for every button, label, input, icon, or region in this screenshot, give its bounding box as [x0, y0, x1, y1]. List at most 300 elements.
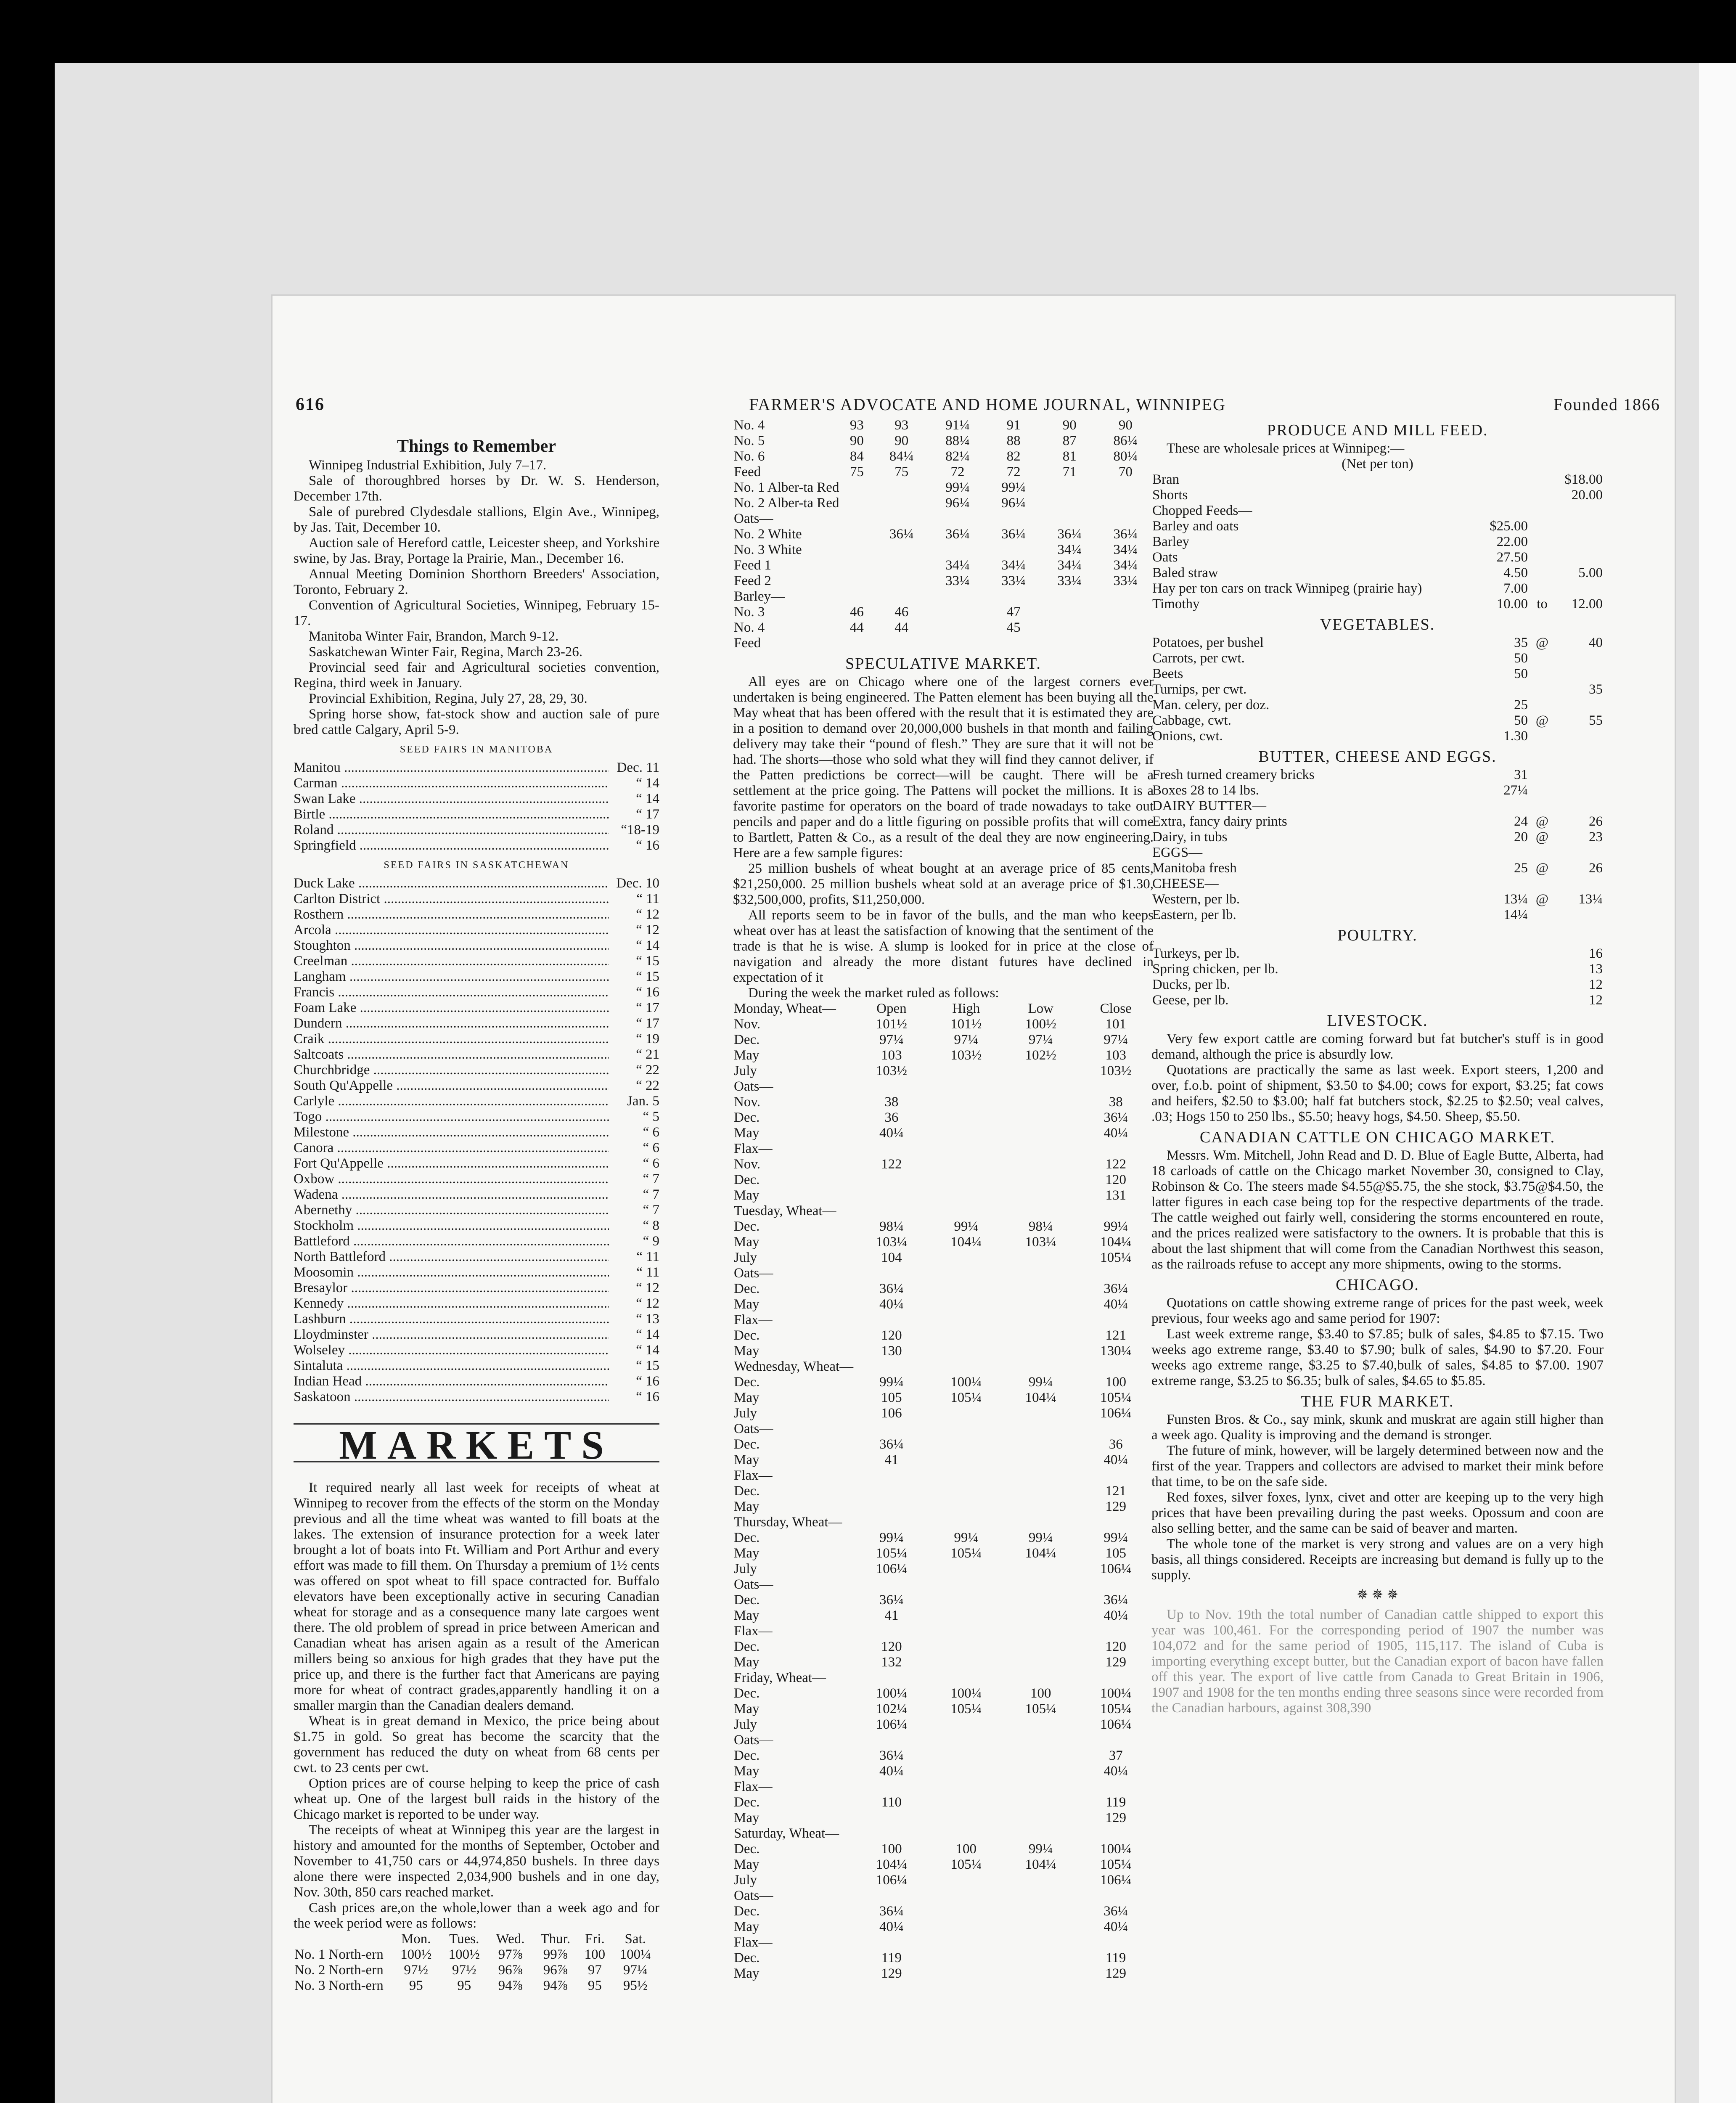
option-row [733, 1172, 1154, 1188]
price-cell: 100 [1105, 1375, 1126, 1390]
fair-date: “ 12 [636, 1280, 659, 1295]
price-cell [929, 1281, 1003, 1297]
row-label: Baled straw [1152, 565, 1218, 580]
option-row [733, 1826, 1154, 1841]
price-cell: 46 [849, 604, 864, 620]
option-row [733, 1764, 1154, 1779]
row-label: Oats— [734, 1079, 773, 1094]
price-cell: 90 [849, 433, 864, 448]
column-header: Sat. [625, 1931, 646, 1947]
option-row [733, 1063, 1154, 1079]
price-cell [1003, 1188, 1078, 1203]
option-row [733, 1141, 1154, 1157]
price-cell: 120 [1105, 1639, 1126, 1654]
price-cell [1003, 1172, 1078, 1188]
grade-row [733, 480, 1154, 495]
price-cell: 71 [1062, 464, 1077, 479]
option-row [733, 1888, 1154, 1904]
fair-place: Saltcoats ..... [294, 1047, 609, 1062]
fair-place: Togo ..... [294, 1109, 609, 1125]
price-cell [1556, 798, 1604, 814]
price-cell: 36¼ [889, 527, 914, 542]
option-row [733, 1624, 1154, 1639]
option-row [733, 1328, 1154, 1343]
grade-row [733, 604, 1154, 620]
price-cell: 93 [849, 418, 864, 433]
price-cell: 34¼ [1001, 558, 1026, 573]
fair-date: “ 17 [636, 1000, 659, 1015]
option-row [733, 1608, 1154, 1624]
price-cell [1556, 876, 1604, 892]
option-row [733, 1841, 1154, 1857]
price-cell [854, 1935, 929, 1950]
price-cell: 86¼ [1113, 433, 1138, 448]
seed-fair-row [294, 1062, 659, 1078]
price-cell: 105¼ [950, 1857, 982, 1872]
cash-row [294, 1978, 659, 1994]
price-cell [929, 1172, 1003, 1188]
fair-date: “ 16 [636, 1374, 659, 1389]
grade-row [733, 573, 1154, 589]
price-cell: 75 [849, 464, 864, 479]
seed-fair-row [294, 1343, 659, 1358]
price-cell: 82¼ [945, 449, 970, 464]
fair-place: Wadena ..... [294, 1187, 609, 1202]
price-cell: @ [1535, 713, 1549, 728]
price-cell [1529, 519, 1556, 534]
option-row [733, 1561, 1154, 1577]
column-header: Thur. [540, 1931, 570, 1947]
price-cell: 20.00 [1571, 487, 1603, 503]
fair-place: Kennedy ..... [294, 1296, 609, 1311]
price-cell: 26 [1589, 861, 1603, 876]
price-cell [929, 1094, 1003, 1110]
price-cell [1003, 1468, 1078, 1483]
price-cell [873, 589, 929, 604]
option-row [733, 1406, 1154, 1421]
row-label: Carrots, per cwt. [1152, 651, 1245, 666]
row-label: No. 2 North-ern [294, 1963, 384, 1978]
price-cell [1042, 620, 1098, 636]
option-row [733, 1017, 1154, 1032]
price-cell [929, 1904, 1003, 1919]
price-cell [929, 1266, 1003, 1281]
price-cell [873, 511, 929, 527]
price-cell [1529, 876, 1556, 892]
price-cell [1003, 1250, 1078, 1266]
cash-row [294, 1947, 659, 1963]
price-cell: 102½ [1025, 1048, 1056, 1063]
price-cell: 12 [1589, 993, 1603, 1008]
price-cell [1556, 845, 1604, 861]
option-row [733, 1795, 1154, 1810]
price-cell: 131 [1105, 1188, 1126, 1203]
price-cell: 27.50 [1496, 550, 1528, 565]
fur-title: THE FUR MARKET. [1301, 1393, 1454, 1410]
fair-date: “ 5 [643, 1109, 659, 1124]
price-cell: 75 [894, 464, 909, 479]
fair-place: Indian Head ..... [294, 1374, 609, 1389]
option-row [733, 1094, 1154, 1110]
option-row [733, 1126, 1154, 1141]
price-cell: 100¼ [1100, 1686, 1132, 1701]
price-cell [929, 1452, 1003, 1468]
price-cell [1003, 1873, 1078, 1888]
produce-row [1151, 503, 1604, 519]
row-label: Feed [734, 636, 761, 651]
price-cell: 36¼ [1104, 1110, 1128, 1125]
livestock-paragraph: Very few export cattle are coming forward but fat butcher's stuff is in good demand, although the price is absurdly low. [1151, 1031, 1604, 1062]
option-row [733, 1421, 1154, 1437]
price-cell: 97¼ [623, 1963, 648, 1978]
seed-fair-row [294, 760, 659, 776]
fair-place: Manitou ..... [294, 760, 609, 776]
fair-place: Francis ..... [294, 985, 609, 1000]
fair-date: “ 16 [636, 985, 659, 1000]
option-row [733, 1873, 1154, 1888]
price-cell [1078, 1312, 1154, 1328]
seed-fair-row [294, 1218, 659, 1234]
row-label: Dec. [734, 1748, 760, 1763]
row-label: Turnips, per cwt. [1152, 682, 1247, 697]
fair-place: Churchbridge ..... [294, 1062, 609, 1078]
price-cell: 36¼ [879, 1281, 904, 1296]
row-label: No. 2 White [734, 527, 802, 542]
option-row [733, 1670, 1154, 1686]
row-label: Onions, cwt. [1152, 728, 1223, 744]
price-cell [986, 636, 1042, 651]
row-label: Nov. [734, 1094, 760, 1110]
butter-row [1151, 892, 1604, 907]
row-label: DAIRY BUTTER— [1152, 798, 1267, 813]
seed-fair-row [294, 1000, 659, 1016]
price-cell [1003, 1764, 1078, 1779]
weekly-options-table [733, 1001, 1154, 1981]
grade-prices-table [733, 418, 1154, 651]
seed-fair-row [294, 1031, 659, 1047]
price-cell: @ [1535, 829, 1549, 845]
price-cell: 36 [884, 1110, 899, 1125]
price-cell: 120 [881, 1639, 902, 1654]
price-cell: 45 [1006, 620, 1021, 635]
price-cell: 100 [584, 1947, 606, 1962]
price-cell [854, 1810, 929, 1826]
option-row [733, 1048, 1154, 1063]
option-row [733, 1857, 1154, 1873]
markets-paragraph: It required nearly all last week for receipts of wheat at Winnipeg to recover from the effects of the storm on the Monday previous and all the time wheat was wanted to fill boats at the lakes. The extension of insurance protection for a week later brought a lot of boats into Ft. William and Port Arthur and every effort was made to fill them. On Thursday a premium of 1½ cents was offered on spot wheat to fill space contracted for. Buffalo elevators have been exceptionally active in securing Canadian wheat for storage and as a consequence many late cargoes went there. The old problem of spread in price between American and Canadian wheat has arisen again as a result of the American millers being so anxious for high grades that they have put the price up, and there is the further fact that Americans are paying more for wheat of contract grades,apparently handling it on a smaller margin than the Canadian dealers demand. [294, 1480, 659, 1713]
row-label: Barley and oats [1152, 519, 1239, 534]
cash-prices-table [294, 1931, 659, 1994]
grade-row [733, 418, 1154, 433]
seed-fair-row [294, 1265, 659, 1280]
row-label: Chopped Feeds— [1152, 503, 1252, 518]
price-cell: 37 [1109, 1748, 1123, 1763]
price-cell [1078, 1888, 1154, 1904]
fair-place: Moosomin ..... [294, 1265, 609, 1280]
price-cell [1556, 767, 1604, 783]
price-cell: 20 [1514, 829, 1528, 845]
price-cell [929, 1359, 1003, 1375]
price-cell [1003, 1203, 1078, 1219]
price-cell [929, 1515, 1003, 1530]
page-header [273, 395, 1660, 420]
column-middle [733, 418, 1154, 1981]
price-cell [929, 1608, 1003, 1624]
price-cell [1529, 767, 1556, 783]
price-cell: 95 [457, 1978, 471, 1993]
price-cell: 98¼ [1028, 1219, 1053, 1234]
fair-place: Stockholm ..... [294, 1218, 609, 1234]
option-row [733, 1079, 1154, 1094]
price-cell: 40¼ [1104, 1764, 1128, 1779]
row-label: Flax— [734, 1141, 773, 1156]
option-row [733, 1483, 1154, 1499]
price-cell [929, 1919, 1003, 1935]
price-cell: 50 [1514, 651, 1528, 666]
price-cell: 47 [1006, 604, 1021, 620]
price-cell [854, 1421, 929, 1437]
price-cell [929, 1592, 1003, 1608]
row-label: Extra, fancy dairy prints [1152, 814, 1287, 829]
row-label: May [734, 1126, 760, 1141]
price-cell: 96¼ [1001, 495, 1026, 511]
price-cell: $18.00 [1564, 472, 1603, 487]
fair-date: “ 7 [643, 1187, 659, 1202]
row-label: Manitoba fresh [1152, 861, 1237, 876]
price-cell: 104¼ [1100, 1234, 1132, 1250]
chicago-text [1151, 1295, 1604, 1389]
price-cell: 34¼ [1057, 542, 1082, 557]
price-cell: 102¼ [876, 1701, 907, 1716]
price-cell [1078, 1141, 1154, 1157]
price-cell [1003, 1624, 1078, 1639]
price-cell [854, 1732, 929, 1748]
price-cell [854, 1670, 929, 1686]
price-cell: 100½ [1025, 1017, 1056, 1032]
fair-date: “ 9 [643, 1234, 659, 1249]
price-cell [1556, 697, 1604, 713]
row-label: Dec. [734, 1904, 760, 1919]
price-cell: 97¼ [1104, 1032, 1128, 1047]
event-item: Provincial seed fair and Agricultural societies convention, Regina, third week in January. [294, 660, 659, 691]
fair-date: “ 7 [643, 1171, 659, 1187]
price-cell: 122 [881, 1157, 902, 1172]
price-cell: 99⅞ [543, 1947, 568, 1962]
price-cell [1529, 993, 1556, 1008]
row-label: Feed [734, 464, 761, 479]
price-cell: 35 [1514, 635, 1528, 650]
price-cell [1078, 1935, 1154, 1950]
price-cell [929, 1343, 1003, 1359]
option-row [733, 1375, 1154, 1390]
price-cell [854, 1141, 929, 1157]
price-cell [840, 480, 873, 495]
row-label: Oats— [734, 1888, 773, 1903]
price-cell [1003, 1950, 1078, 1966]
price-cell [1098, 589, 1154, 604]
butter-title: BUTTER, CHEESE AND EGGS. [1258, 748, 1497, 765]
fair-date: “ 6 [643, 1156, 659, 1171]
price-cell [1477, 845, 1529, 861]
price-cell: 99¼ [1028, 1375, 1053, 1390]
seed-fair-row [294, 1109, 659, 1125]
price-cell: 129 [1105, 1810, 1126, 1825]
price-cell [1003, 1126, 1078, 1141]
row-label: Dec. [734, 1686, 760, 1701]
row-label: Nov. [734, 1157, 760, 1172]
butter-row [1151, 876, 1604, 892]
price-cell: 34¼ [1057, 558, 1082, 573]
row-label: Geese, per lb. [1152, 993, 1229, 1008]
price-cell [1477, 798, 1529, 814]
row-label: Eastern, per lb. [1152, 907, 1236, 922]
price-cell: 70 [1118, 464, 1133, 479]
seed-fair-row [294, 1156, 659, 1171]
seed-fair-row [294, 1296, 659, 1311]
markets-paragraph: Option prices are of course helping to keep the price of cash wheat up. One of the largest bull raids in the history of the Chicago market is reported to be under way. [294, 1776, 659, 1822]
price-cell: 100½ [448, 1947, 480, 1962]
row-label: Man. celery, per doz. [1152, 697, 1270, 712]
option-row [733, 1234, 1154, 1250]
price-cell: 7.00 [1503, 581, 1528, 596]
price-cell: 119 [1106, 1795, 1126, 1810]
price-cell: 36¼ [1057, 527, 1082, 542]
fair-place: Oxbow ..... [294, 1171, 609, 1187]
price-cell: 103 [1105, 1048, 1126, 1063]
price-cell [1529, 565, 1556, 581]
price-cell: 16 [1589, 946, 1603, 961]
fair-place: North Battleford ..... [294, 1249, 609, 1265]
fair-date: “ 22 [636, 1078, 659, 1093]
price-cell [1529, 728, 1556, 744]
fair-place: Abernethy ..... [294, 1202, 609, 1218]
row-label: May [734, 1857, 760, 1872]
row-label: Hay per ton cars on track Winnipeg (prairie hay) [1152, 581, 1422, 596]
price-cell [854, 1826, 929, 1841]
price-cell [1556, 581, 1604, 596]
price-cell [854, 1188, 929, 1203]
row-label: May [734, 1343, 760, 1359]
price-cell [1003, 1966, 1078, 1981]
price-cell [1003, 1732, 1078, 1748]
produce-row [1151, 550, 1604, 565]
price-cell [854, 1779, 929, 1795]
price-cell: 35 [1589, 682, 1603, 697]
price-cell: 105¼ [1100, 1250, 1132, 1265]
price-cell [929, 589, 985, 604]
option-row [733, 1312, 1154, 1328]
price-cell [1098, 636, 1154, 651]
option-row [733, 1359, 1154, 1375]
price-cell [1042, 480, 1098, 495]
row-label: Timothy [1152, 596, 1200, 612]
seed-fair-row [294, 1327, 659, 1343]
row-label: May [734, 1234, 760, 1250]
fair-date: “ 14 [636, 791, 659, 806]
seed-fair-row [294, 1171, 659, 1187]
price-cell: 100 [1030, 1686, 1051, 1701]
price-cell [1003, 1483, 1078, 1499]
column-header [294, 1931, 392, 1947]
price-cell: 105¼ [950, 1390, 982, 1405]
fair-date: “ 16 [636, 838, 659, 853]
price-cell: 40¼ [879, 1919, 904, 1934]
price-cell [840, 495, 873, 511]
price-cell: 99¼ [879, 1375, 904, 1390]
row-label: Spring chicken, per lb. [1152, 961, 1278, 977]
row-label: Saturday, Wheat— [734, 1826, 839, 1841]
poultry-row [1151, 961, 1604, 977]
price-cell [1003, 1297, 1078, 1312]
butter-row [1151, 814, 1604, 829]
price-cell [929, 1203, 1003, 1219]
price-cell: 93 [894, 418, 909, 433]
price-cell [1529, 487, 1556, 503]
price-cell: 12.00 [1571, 596, 1603, 612]
price-cell [1078, 1670, 1154, 1686]
fair-place: Carlton District ..... [294, 891, 609, 907]
price-cell [840, 589, 873, 604]
price-cell [929, 1950, 1003, 1966]
seed-fair-row [294, 1094, 659, 1109]
fair-place: Lashburn ..... [294, 1311, 609, 1327]
seed-fair-row [294, 838, 659, 853]
price-cell: 40¼ [1104, 1452, 1128, 1467]
option-row [733, 1810, 1154, 1826]
price-cell [986, 542, 1042, 558]
column-header: High [952, 1001, 980, 1016]
vegetable-row [1151, 713, 1604, 728]
vegetables-title: VEGETABLES. [1320, 616, 1435, 633]
price-cell: 10.00 [1496, 596, 1528, 612]
price-cell [929, 1297, 1003, 1312]
price-cell [1003, 1748, 1078, 1764]
price-cell [854, 1624, 929, 1639]
produce-row [1151, 534, 1604, 550]
row-label: May [734, 1452, 760, 1467]
option-row [733, 1266, 1154, 1281]
price-cell [1529, 472, 1556, 487]
seed-fair-row [294, 807, 659, 822]
price-cell: 129 [1105, 1499, 1126, 1514]
price-cell: 100¼ [619, 1947, 651, 1962]
price-cell [1003, 1639, 1078, 1655]
fair-place: Craik ..... [294, 1031, 609, 1047]
fair-date: “ 7 [643, 1202, 659, 1218]
price-cell: 40¼ [879, 1764, 904, 1779]
markets-paragraph: Cash prices are,on the whole,lower than a week ago and for the week period were as follows: [294, 1900, 659, 1931]
price-cell: 12 [1589, 977, 1603, 992]
price-cell: 129 [1105, 1966, 1126, 1981]
price-cell [1529, 783, 1556, 798]
butter-row [1151, 829, 1604, 845]
price-cell [929, 1110, 1003, 1126]
table-header-row [294, 1931, 659, 1947]
price-cell: 40 [1589, 635, 1603, 650]
row-label: May [734, 1390, 760, 1405]
row-label: May [734, 1810, 760, 1825]
price-cell: 95 [587, 1978, 602, 1993]
price-cell: 36¼ [1001, 527, 1026, 542]
produce-title: PRODUCE AND MILL FEED. [1267, 421, 1488, 439]
markets-heading: MARKETS [294, 1423, 659, 1462]
chicago-paragraph: Quotations on cattle showing extreme range of prices for the past week, week previous, four weeks ago and same period for 1907: [1151, 1295, 1604, 1326]
adjacent-page-strip [1699, 63, 1736, 2103]
fair-date: “ 12 [636, 922, 659, 938]
price-cell: 90 [1118, 418, 1133, 433]
seed-fair-row [294, 985, 659, 1000]
column-header: Mon. [401, 1931, 431, 1947]
